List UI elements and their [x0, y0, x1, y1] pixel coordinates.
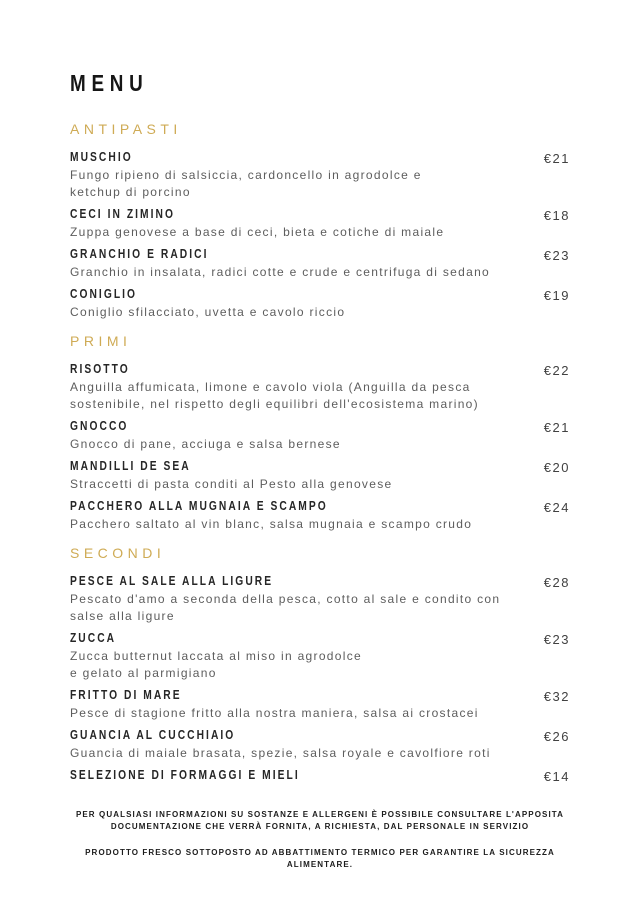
- item-description: [70, 167, 532, 201]
- item-description-line: Coniglio sfilacciato, uvetta e cavolo riccio: [70, 305, 346, 319]
- allergen-info-line-2: DOCUMENTAZIONE CHE VERRÀ FORNITA, A RICHIESTA, DAL PERSONALE IN SERVIZIO: [110, 822, 530, 831]
- menu-item: [70, 498, 570, 533]
- item-description-line: Fungo ripieno di salsiccia, cardoncello in agrodolce e: [70, 168, 422, 182]
- item-description-line: Anguilla affumicata, limone e cavolo viola (Anguilla da pesca: [70, 380, 471, 394]
- item-name: ZUCCA: [70, 631, 117, 645]
- menu-section: [70, 121, 570, 321]
- item-price: €24: [543, 500, 570, 515]
- menu-item: [70, 573, 570, 625]
- item-description-line: Pesce di stagione fritto alla nostra maniera, salsa ai crostacei: [70, 706, 479, 720]
- item-description: [70, 224, 532, 241]
- section-title: ANTIPASTI: [70, 121, 182, 137]
- item-description: [70, 436, 532, 453]
- item-description-line: Pescato d'amo a seconda della pesca, cotto al sale e condito con: [70, 592, 501, 606]
- menu-section: [70, 545, 570, 785]
- menu-section: [70, 333, 570, 533]
- item-name: FRITTO DI MARE: [70, 688, 182, 702]
- menu-item: [70, 458, 570, 493]
- item-price: €32: [543, 689, 570, 704]
- item-description-line: Pacchero saltato al vin blanc, salsa mugnaia e scampo crudo: [70, 517, 473, 531]
- item-description: [70, 745, 532, 762]
- menu-item: [70, 687, 570, 722]
- item-main: [70, 630, 532, 682]
- item-name: PESCE AL SALE ALLA LIGURE: [70, 574, 274, 588]
- item-price: €14: [543, 769, 570, 784]
- item-main: [70, 149, 532, 201]
- fresh-product-note: PRODOTTO FRESCO SOTTOPOSTO AD ABBATTIMENTO TERMICO PER GARANTIRE LA SICUREZZA ALIMENTARE.: [85, 848, 555, 869]
- item-name: MUSCHIO: [70, 150, 133, 164]
- item-price: €28: [543, 575, 570, 590]
- item-price: €19: [543, 288, 570, 303]
- page-title: MENU: [70, 70, 149, 96]
- item-price: €23: [543, 632, 570, 647]
- item-description-line: Granchio in insalata, radici cotte e crude e centrifuga di sedano: [70, 265, 491, 279]
- item-name: PACCHERO ALLA MUGNAIA E SCAMPO: [70, 499, 328, 513]
- item-description-line: Zuppa genovese a base di ceci, bieta e cotiche di maiale: [70, 225, 445, 239]
- item-description-line: salse alla ligure: [70, 609, 175, 623]
- item-price: €23: [543, 248, 570, 263]
- item-description-line: ketchup di porcino: [70, 185, 191, 199]
- item-name: GRANCHIO E RADICI: [70, 247, 209, 261]
- footer: [70, 809, 570, 871]
- item-main: [70, 206, 532, 241]
- item-description-line: Zucca butternut laccata al miso in agrodolce: [70, 649, 362, 663]
- menu-item: [70, 727, 570, 762]
- item-description: [70, 379, 532, 413]
- item-price: €21: [543, 420, 570, 435]
- section-title: PRIMI: [70, 333, 132, 349]
- item-name: GNOCCO: [70, 419, 129, 433]
- section-title: SECONDI: [70, 545, 166, 561]
- section-items: [70, 573, 570, 785]
- menu-sections: [70, 121, 570, 785]
- item-description-line: Gnocco di pane, acciuga e salsa bernese: [70, 437, 341, 451]
- item-main: [70, 727, 532, 762]
- item-name: CECI IN ZIMINO: [70, 207, 176, 221]
- item-description-line: sostenibile, nel rispetto degli equilibri dell'ecosistema marino): [70, 397, 479, 411]
- item-main: [70, 246, 532, 281]
- section-items: [70, 149, 570, 321]
- item-price: €18: [543, 208, 570, 223]
- item-description: [70, 476, 532, 493]
- item-main: [70, 767, 532, 783]
- item-name: CONIGLIO: [70, 287, 138, 301]
- item-main: [70, 687, 532, 722]
- item-description-line: Straccetti di pasta conditi al Pesto alla genovese: [70, 477, 393, 491]
- item-main: [70, 361, 532, 413]
- menu-item: [70, 246, 570, 281]
- item-description-line: Guancia di maiale brasata, spezie, salsa royale e cavolfiore roti: [70, 746, 491, 760]
- item-main: [70, 458, 532, 493]
- item-description: [70, 705, 532, 722]
- item-description: [70, 264, 532, 281]
- menu-item: [70, 286, 570, 321]
- section-items: [70, 361, 570, 533]
- menu-item: [70, 361, 570, 413]
- item-description-line: e gelato al parmigiano: [70, 666, 217, 680]
- item-description: [70, 591, 532, 625]
- item-price: €26: [543, 729, 570, 744]
- item-price: €21: [543, 151, 570, 166]
- item-main: [70, 498, 532, 533]
- item-description: [70, 648, 532, 682]
- menu-item: [70, 767, 570, 785]
- item-price: €20: [543, 460, 570, 475]
- item-name: SELEZIONE DI FORMAGGI E MIELI: [70, 768, 300, 782]
- item-main: [70, 573, 532, 625]
- menu-item: [70, 149, 570, 201]
- item-name: MANDILLI DE SEA: [70, 459, 191, 473]
- menu-item: [70, 206, 570, 241]
- allergen-info-line-1: PER QUALSIASI INFORMAZIONI SU SOSTANZE E ALLERGENI È POSSIBILE CONSULTARE L'APPOSITA: [75, 810, 565, 819]
- item-main: [70, 418, 532, 453]
- menu-item: [70, 630, 570, 682]
- item-description: [70, 516, 532, 533]
- item-name: RISOTTO: [70, 362, 130, 376]
- item-price: €22: [543, 363, 570, 378]
- item-description: [70, 304, 532, 321]
- item-name: GUANCIA AL CUCCHIAIO: [70, 728, 236, 742]
- item-main: [70, 286, 532, 321]
- menu-item: [70, 418, 570, 453]
